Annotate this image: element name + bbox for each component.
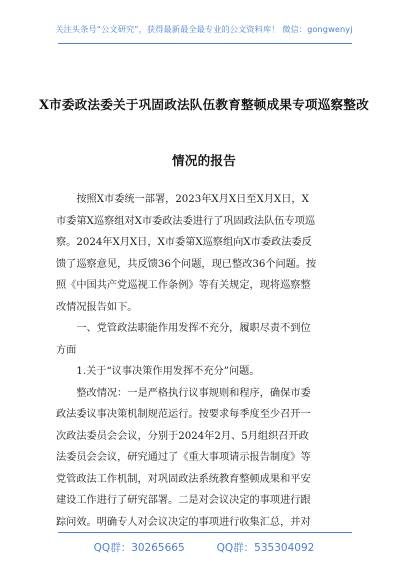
- body-line: 次政法委员会会议，分别于2024年2月、5月组织召开政: [56, 430, 309, 442]
- body-line: 整改情况：一是严格执行议事规则和程序，确保市委: [56, 387, 311, 399]
- header-divider: [58, 43, 352, 44]
- body-line: 按照X市委统一部署，2023年X月X日至X月X日，X: [56, 194, 309, 205]
- body-line: 照《中国共产党巡视工作条例》等有关规定，现将巡察整: [56, 280, 311, 291]
- subsection-heading-line: 1.关于“议事决策作用发挥不充分”问题。: [56, 366, 260, 377]
- body-line: 察。2024年X月X日，X市委第X巡察组向X市委政法委反: [56, 237, 312, 248]
- footer-qq-group-2: QQ群：535304092: [216, 542, 315, 554]
- body-line: 政法委议事决策机制规范运行。按要求每季度至少召开一: [56, 409, 311, 420]
- footer: [0, 540, 408, 555]
- body-line: 建设工作进行了研究部署。二是对会议决定的事项进行跟: [56, 495, 311, 506]
- body-line: 踪问效。明确专人对会议决定的事项进行收集汇总，并对: [56, 516, 311, 528]
- body-line: 改情况报告如下。: [56, 301, 138, 313]
- body-line: 馈了巡察意见，共反馈36个问题，现已整改36个问题。按: [56, 258, 317, 270]
- footer-qq-group-1: QQ群：30265665: [93, 542, 185, 554]
- footer-divider: [58, 532, 352, 533]
- document-body: [56, 189, 352, 533]
- section-heading-line: 一、党管政法职能作用发挥不充分，履职尽责不到位: [56, 323, 311, 334]
- body-line: 法委员会会议，研究通过了《重大事项请示报告制度》等: [56, 452, 311, 463]
- document-title-line-1: X市委政法委关于巩固政法队伍教育整顿成果专项巡察整改: [39, 97, 369, 112]
- section-heading-line: 方面: [56, 344, 77, 356]
- body-line: 市委第X巡察组对X市委政法委进行了巩固政法队伍专项巡: [56, 215, 316, 227]
- body-line: 党管政法工作机制，对巩固政法系统教育整顿成果和平安: [56, 473, 311, 485]
- header-promo-note: 关注头条号“公文研究”，获得最新最全最专业的公文资料库！ 微信：gongwenyj: [55, 24, 353, 34]
- document-title-line-2: 情况的报告: [172, 153, 236, 168]
